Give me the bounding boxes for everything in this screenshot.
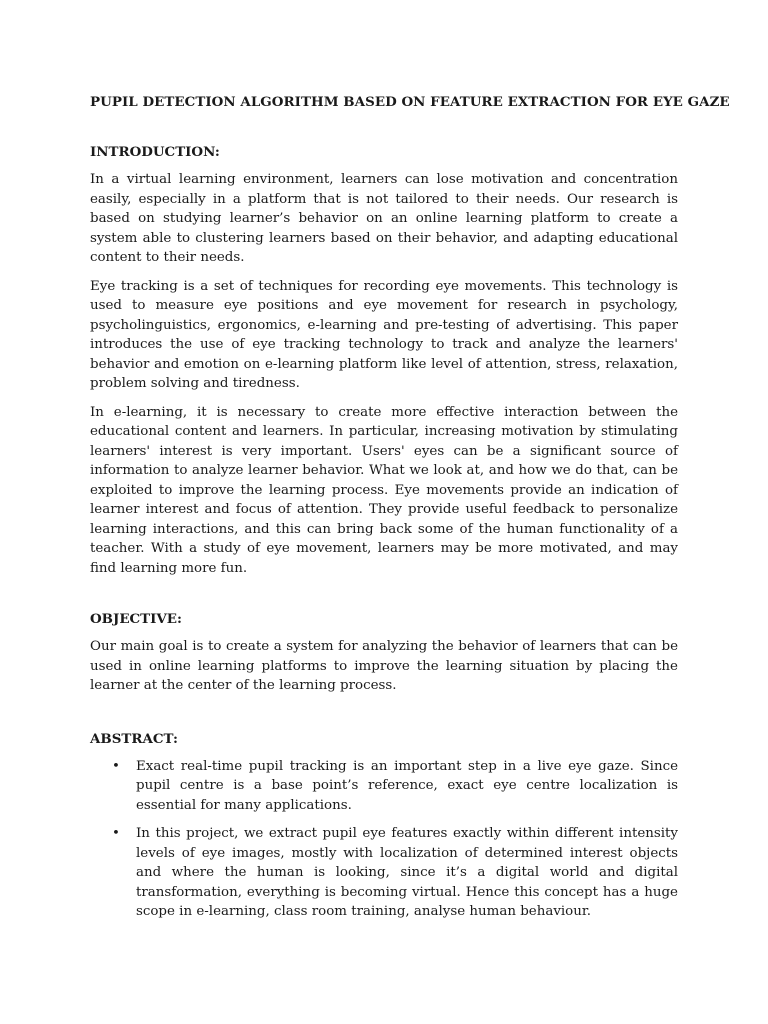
bullet-icon: • (112, 826, 120, 841)
abstract-bullet-item (90, 824, 678, 922)
introduction-paragraph-2: Eye tracking is a set of techniques for recording eye movements. This technology is used to measure eye positions and eye movement for research in psychology, psycholinguistics, ergonomics, e-learning and pre-testing of advertising. This paper introduces the use of eye tracking technology to track and analyze the learners' behavior and emotion on e-learning platform like level of attention, stress, relaxation, problem solving and tiredness. (90, 278, 678, 391)
introduction-paragraph-1: In a virtual learning environment, learners can lose motivation and concentration easily, especially in a platform that is not tailored to their needs. Our research is based on studying learner’s behavior on an online learning platform to create a system able to clustering learners based on their behavior, and adapting educational content to their needs. (90, 172, 678, 265)
introduction-heading: INTRODUCTION: (90, 144, 220, 160)
objective-heading: OBJECTIVE: (90, 611, 182, 627)
bullet-icon: • (112, 758, 120, 774)
section-spacer (90, 705, 678, 731)
introduction-paragraph-3: In e-learning, it is necessary to create more effective interaction between the educational content and learners. In particular, increasing motivation by stimulating learners' interest is very important. Users' eyes can be a significant source of information to analyze learner behavior. What we look at, and how we do that, can be exploited to improve the learning process. Eye movements provide an indication of learner interest and focus of attention. They provide useful feedback to personalize learning interactions, and this can bring back some of the human functionality of a teacher. With a study of eye movement, learners may be more motivated, and may find learning more fun. (90, 404, 678, 576)
abstract-bullet-text: Exact real-time pupil tracking is an important step in a live eye gaze. Since pupil centre is a base point’s reference, exact eye centre localization is essential for many applications. (136, 758, 678, 813)
abstract-heading: ABSTRACT: (90, 730, 178, 747)
objective-paragraph: Our main goal is to create a system for analyzing the behavior of learners that can be used in online learning platforms to improve the learning situation by placing the learner at the center of the learning process. (90, 639, 678, 693)
section-spacer (90, 587, 678, 611)
abstract-section (90, 731, 678, 922)
abstract-bullet-text: In this project, we extract pupil eye features exactly within different intensity levels of eye images, mostly with localization of determined interest objects and where the human is looking, since it’s a digital world and digital transformation, everything is becoming virtual. Hence this concept has a huge scope in e-learning, class room training, analyse human behaviour. (136, 826, 678, 919)
introduction-section (90, 144, 678, 578)
document-title: PUPIL DETECTION ALGORITHM BASED ON FEATURE EXTRACTION FOR EYE GAZE (90, 94, 730, 110)
abstract-bullet-item (90, 757, 678, 816)
abstract-bullet-list (90, 757, 678, 922)
objective-section (90, 611, 678, 696)
